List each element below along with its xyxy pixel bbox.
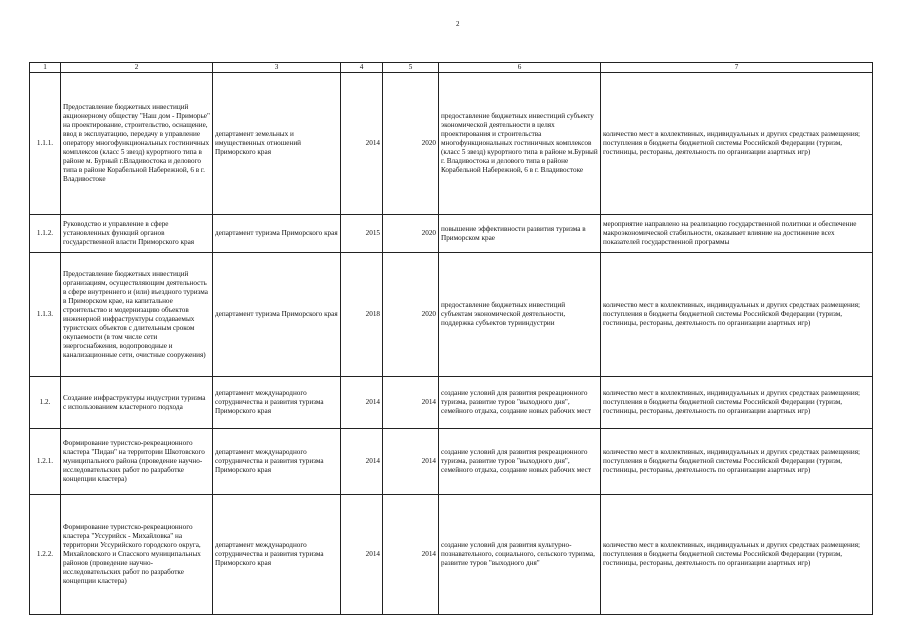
- start-year: 2015: [341, 215, 383, 253]
- end-year: 2020: [383, 73, 439, 215]
- row-number: 1.1.1.: [30, 73, 61, 215]
- column-header: 7: [601, 63, 873, 73]
- start-year: 2014: [341, 429, 383, 495]
- expected-result: создание условий для развития рекреационного туризма, развитие туров "выходного дня", семейного отдыха, создание новых рабочих мест: [439, 377, 601, 429]
- measure-name: Формирование туристско-рекреационного кластера "Пидан" на территории Шкотовского муниципального района (проведение научно-исследовательских работ по разработке концепции кластера): [61, 429, 213, 495]
- expected-result: предоставление бюджетных инвестиций субъекту экономической деятельности в целях проектирования и строительства многофункциональных гостиничных комплексов (класс 5 звезд) курортного типа в районе м.Бурный г. Владивостока и делового типа в районе Корабельной Набережной, 6 в г. Владивостоке: [439, 73, 601, 215]
- column-header: 4: [341, 63, 383, 73]
- program-table: [29, 62, 873, 615]
- start-year: 2014: [341, 377, 383, 429]
- executor: департамент международного сотрудничества и развития туризма Приморского края: [213, 377, 341, 429]
- indicator-link: количество мест в коллективных, индивидуальных и других средствах размещения; поступления в бюджеты бюджетной системы Российской Федерации (туризм, гостиницы, рестораны, деятельность по организации азартных игр): [601, 73, 873, 215]
- page-number: 2: [456, 20, 460, 28]
- column-header: 5: [383, 63, 439, 73]
- end-year: 2014: [383, 495, 439, 615]
- table-row: [30, 429, 873, 495]
- indicator-link: количество мест в коллективных, индивидуальных и других средствах размещения; поступления в бюджеты бюджетной системы Российской Федерации (туризм, гостиницы, рестораны, деятельность по организации азартных игр): [601, 429, 873, 495]
- row-number: 1.2.1.: [30, 429, 61, 495]
- measure-name: Предоставление бюджетных инвестиций акционерному обществу "Наш дом - Приморье" на проектирование, строительство, оснащение, ввод в эксплуатацию, передачу в управление оператору многофункциональных гостиничных комплексов (класс 5 звезд) курортного типа в районе м. Бурный г.Владивостока и делового типа в районе Корабельной Набережной, 6 в г. Владивостоке: [61, 73, 213, 215]
- table-row: [30, 215, 873, 253]
- expected-result: повышение эффективности развития туризма в Приморском крае: [439, 215, 601, 253]
- row-number: 1.2.: [30, 377, 61, 429]
- indicator-link: количество мест в коллективных, индивидуальных и других средствах размещения; поступления в бюджеты бюджетной системы Российской Федерации (туризм, гостиницы, рестораны, деятельность по организации азартных игр): [601, 253, 873, 377]
- executor: департамент международного сотрудничества и развития туризма Приморского края: [213, 429, 341, 495]
- indicator-link: количество мест в коллективных, индивидуальных и других средствах размещения; поступления в бюджеты бюджетной системы Российской Федерации (туризм, гостиницы, рестораны, деятельность по организации азартных игр): [601, 377, 873, 429]
- indicator-link: мероприятие направлено на реализацию государственной политики и обеспечение макроэкономической стабильности, оказывает влияние на достижение всех показателей государственной программы: [601, 215, 873, 253]
- row-number: 1.1.3.: [30, 253, 61, 377]
- end-year: 2014: [383, 429, 439, 495]
- indicator-link: количество мест в коллективных, индивидуальных и других средствах размещения; поступления в бюджеты бюджетной системы Российской Федерации (туризм, гостиницы, рестораны, деятельность по организации азартных игр): [601, 495, 873, 615]
- column-header: 1: [30, 63, 61, 73]
- measure-name: Предоставление бюджетных инвестиций организациям, осуществляющим деятельность в сфере внутреннего и (или) въездного туризма в Приморском крае, на капитальное строительство и модернизацию объектов инженерной инфраструктуры создаваемых туристских объектов с длительным сроком окупаемости (в том числе сети энергоснабжения, водопроводные и канализационные сети, очистные сооружения): [61, 253, 213, 377]
- executor: департамент земельных и имущественных отношений Приморского края: [213, 73, 341, 215]
- measure-name: Руководство и управление в сфере установленных функций органов государственной власти Приморского края: [61, 215, 213, 253]
- end-year: 2014: [383, 377, 439, 429]
- table-row: [30, 73, 873, 215]
- executor: департамент международного сотрудничества и развития туризма Приморского края: [213, 495, 341, 615]
- expected-result: создание условий для развития рекреационного туризма, развитие туров "выходного дня", семейного отдыха, создание новых рабочих мест: [439, 429, 601, 495]
- start-year: 2018: [341, 253, 383, 377]
- start-year: 2014: [341, 495, 383, 615]
- expected-result: предоставление бюджетных инвестиций субъектам экономической деятельности, поддержка субъектов турииндустрии: [439, 253, 601, 377]
- row-number: 1.2.2.: [30, 495, 61, 615]
- table-row: [30, 377, 873, 429]
- executor: департамент туризма Приморского края: [213, 253, 341, 377]
- row-number: 1.1.2.: [30, 215, 61, 253]
- table-row: [30, 253, 873, 377]
- column-header: 6: [439, 63, 601, 73]
- column-header: 2: [61, 63, 213, 73]
- end-year: 2020: [383, 253, 439, 377]
- measure-name: Формирование туристско-рекреационного кластера "Уссурийск - Михайловка" на территории Уссурийского городского округа, Михайловского и Спасского муниципальных районов (проведение научно-исследовательских работ по разработке концепции кластера): [61, 495, 213, 615]
- column-header: 3: [213, 63, 341, 73]
- expected-result: создание условий для развития культурно-познавательного, социального, сельского туризма, развитие туров "выходного дня": [439, 495, 601, 615]
- end-year: 2020: [383, 215, 439, 253]
- measure-name: Создание инфраструктуры индустрии туризма с использованием кластерного подхода: [61, 377, 213, 429]
- start-year: 2014: [341, 73, 383, 215]
- executor: департамент туризма Приморского края: [213, 215, 341, 253]
- header-row: [30, 63, 873, 73]
- table-row: [30, 495, 873, 615]
